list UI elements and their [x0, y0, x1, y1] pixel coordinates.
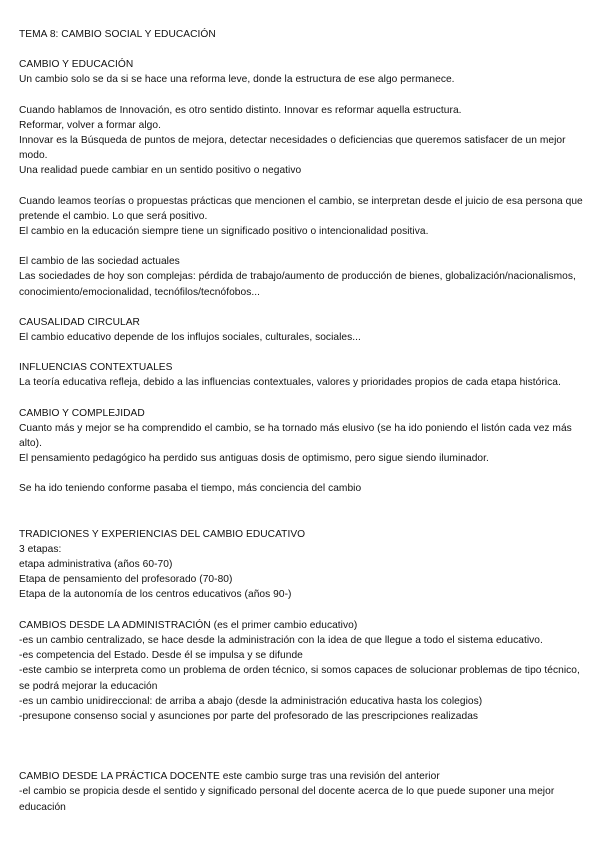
paragraph-line: Se ha ido teniendo conforme pasaba el tiempo, más conciencia del cambio: [19, 483, 362, 495]
section-heading: INFLUENCIAS CONTEXTUALES: [19, 362, 173, 374]
spacer: [19, 179, 585, 194]
section-tradiciones: [19, 527, 585, 603]
paragraph-line: El cambio en la educación siempre tiene un significado positivo o intencionalidad positiva.: [19, 226, 429, 238]
list-item: -es un cambio centralizado, se hace desde la administración con la idea de que llegue a todo el sistema educativo.: [19, 634, 543, 646]
paragraph-line: Innovar es la Búsqueda de puntos de mejora, detectar necesidades o deficiencias que queremos satisfacer de un mejor modo.: [19, 135, 566, 162]
section-heading: CAMBIO DESDE LA PRÁCTICA DOCENTE este cambio surge tras una revisión del anterior: [19, 771, 440, 783]
section-cambios-administracion: [19, 618, 585, 724]
paragraph-line: El cambio educativo depende de los influjos sociales, culturales, sociales...: [19, 332, 361, 344]
spacer: [19, 345, 585, 360]
paragraph-line: El pensamiento pedagógico ha perdido sus antiguas dosis de optimismo, pero sigue siendo iluminador.: [19, 453, 489, 465]
section-teorias: [19, 194, 585, 240]
paragraph-line: Reformar, volver a formar algo.: [19, 119, 161, 131]
spacer: [19, 466, 585, 481]
spacer: [19, 391, 585, 406]
section-heading: CAUSALIDAD CIRCULAR: [19, 316, 140, 328]
document-title: TEMA 8: CAMBIO SOCIAL Y EDUCACIÓN: [19, 29, 216, 40]
list-item: -es un cambio unidireccional: de arriba a abajo (desde la administración educativa hasta los colegios): [19, 695, 483, 707]
document-page: [19, 27, 585, 815]
spacer: [19, 497, 585, 527]
spacer: [19, 42, 585, 57]
section-influencias-contextuales: [19, 360, 585, 390]
section-heading: CAMBIO Y EDUCACIÓN: [19, 59, 134, 71]
list-item: -es competencia del Estado. Desde él se impulsa y se difunde: [19, 650, 303, 662]
paragraph-line: Una realidad puede cambiar en un sentido positivo o negativo: [19, 165, 302, 177]
spacer: [19, 88, 585, 103]
list-item: -este cambio se interpreta como un problema de orden técnico, si somos capaces de solucionar problemas de tipo técnico, se podrá mejorar la educación: [19, 665, 580, 692]
list-item: -presupone consenso social y asunciones por parte del profesorado de las prescripciones realizadas: [19, 710, 479, 722]
section-heading: El cambio de las sociedad actuales: [19, 256, 180, 268]
spacer: [19, 724, 585, 769]
section-heading: TRADICIONES Y EXPERIENCIAS DEL CAMBIO EDUCATIVO: [19, 528, 306, 540]
paragraph-line: La teoría educativa refleja, debido a las influencias contextuales, valores y prioridades propios de cada etapa histórica.: [19, 377, 561, 389]
paragraph-line: Las sociedades de hoy son complejas: pérdida de trabajo/aumento de producción de bienes, globalización/nacionalismos, conocimiento/emocionalidad, tecnófilos/tecnófobos...: [19, 271, 576, 298]
list-item: -el cambio se propicia desde el sentido y significado personal del docente acerca de lo que puede suponer una mejor educación: [19, 786, 555, 813]
paragraph-line: Cuando hablamos de Innovación, es otro sentido distinto. Innovar es reformar aquella estructura.: [19, 104, 462, 116]
spacer: [19, 239, 585, 254]
paragraph-line: Cuando leamos teorías o propuestas prácticas que mencionen el cambio, se interpretan desde el juicio de esa persona que pretende el cambio. Lo que será positivo.: [19, 195, 583, 222]
spacer: [19, 603, 585, 618]
section-heading: CAMBIO Y COMPLEJIDAD: [19, 407, 145, 419]
list-item: Etapa de pensamiento del profesorado (70-80): [19, 574, 233, 586]
section-conciencia-del-cambio: [19, 481, 585, 496]
section-innovacion: [19, 103, 585, 179]
section-cambio-y-complejidad: [19, 406, 585, 467]
section-heading: CAMBIOS DESDE LA ADMINISTRACIÓN (es el primer cambio educativo): [19, 619, 358, 631]
section-sociedades-actuales: [19, 254, 585, 300]
section-cambio-y-educacion: [19, 57, 585, 87]
section-causalidad-circular: [19, 315, 585, 345]
spacer: [19, 300, 585, 315]
list-item: Etapa de la autonomía de los centros educativos (años 90-): [19, 589, 292, 601]
paragraph-line: Un cambio solo se da si se hace una reforma leve, donde la estructura de ese algo permanece.: [19, 74, 455, 86]
paragraph-line: Cuanto más y mejor se ha comprendido el cambio, se ha tornado más elusivo (se ha ido poniendo el listón cada vez más alto).: [19, 422, 572, 450]
section-practica-docente: [19, 769, 585, 815]
list-item: etapa administrativa (años 60-70): [19, 559, 173, 571]
paragraph-line: 3 etapas:: [19, 543, 62, 555]
